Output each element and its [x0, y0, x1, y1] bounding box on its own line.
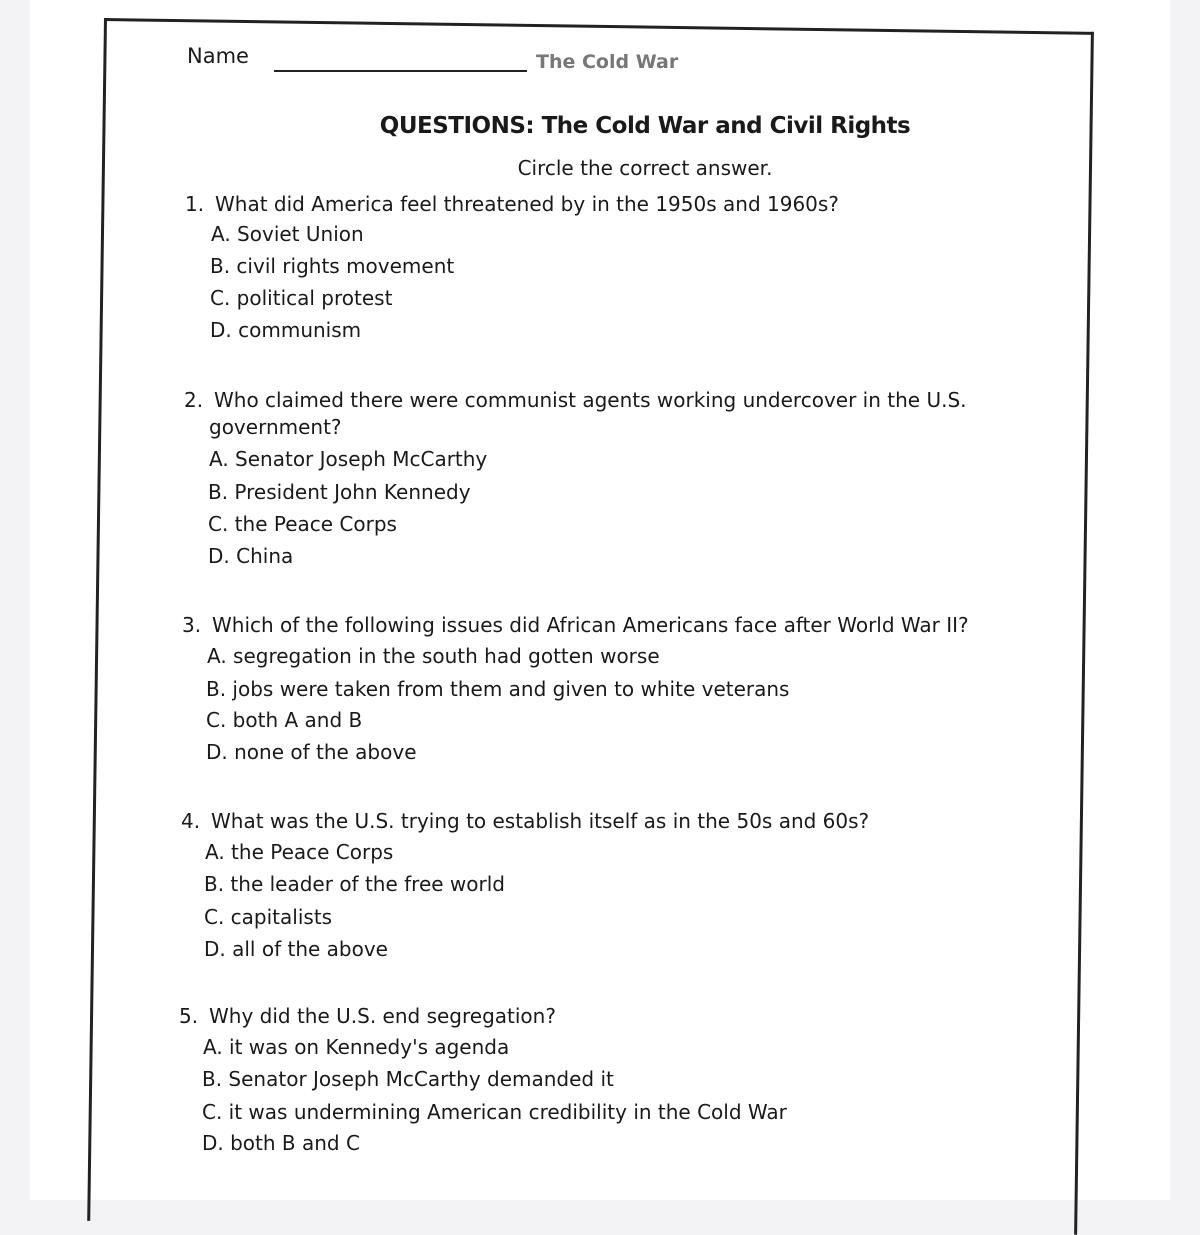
answer-option[interactable]: B. civil rights movement: [210, 254, 455, 278]
question-2-number: 2.: [184, 388, 204, 412]
unit-title: The Cold War: [536, 51, 679, 73]
answer-option[interactable]: A. segregation in the south had gotten worse: [207, 644, 660, 668]
question-text: What was the U.S. trying to establish itself as in the 50s and 60s?: [211, 809, 870, 833]
question-4-number: 4.: [181, 809, 201, 833]
answer-option[interactable]: D. China: [208, 544, 294, 568]
answer-option[interactable]: B. the leader of the free world: [204, 872, 505, 896]
worksheet-title: QUESTIONS: The Cold War and Civil Rights: [379, 113, 911, 139]
answer-option[interactable]: C. capitalists: [204, 905, 333, 929]
answer-option[interactable]: A. Soviet Union: [211, 222, 364, 246]
answer-option[interactable]: A. it was on Kennedy's agenda: [203, 1035, 510, 1059]
answer-option[interactable]: B. jobs were taken from them and given to white veterans: [206, 677, 790, 701]
answer-option[interactable]: C. the Peace Corps: [208, 512, 397, 536]
question-text: Why did the U.S. end segregation?: [209, 1004, 556, 1028]
answer-option[interactable]: A. the Peace Corps: [205, 840, 394, 864]
question-3-number: 3.: [182, 613, 202, 637]
answer-option[interactable]: B. President John Kennedy: [208, 480, 471, 504]
answer-option[interactable]: A. Senator Joseph McCarthy: [209, 447, 488, 471]
answer-option[interactable]: C. political protest: [210, 286, 393, 310]
name-label: Name: [187, 44, 249, 68]
question-text-continued: government?: [209, 415, 342, 439]
answer-option[interactable]: C. both A and B: [206, 708, 363, 732]
question-text: Who claimed there were communist agents working undercover in the U.S.: [214, 388, 967, 412]
answer-option[interactable]: D. communism: [210, 318, 362, 342]
answer-option[interactable]: D. all of the above: [204, 937, 388, 961]
answer-option[interactable]: B. Senator Joseph McCarthy demanded it: [202, 1067, 614, 1091]
question-text: What did America feel threatened by in the 1950s and 1960s?: [215, 192, 839, 216]
answer-option[interactable]: D. both B and C: [202, 1131, 360, 1155]
answer-option[interactable]: D. none of the above: [206, 740, 417, 764]
question-1-number: 1.: [185, 192, 205, 216]
question-5-number: 5.: [179, 1004, 199, 1028]
instructions: Circle the correct answer.: [517, 156, 773, 180]
name-blank-line: [274, 70, 527, 72]
question-text: Which of the following issues did African Americans face after World War II?: [212, 613, 969, 637]
answer-option[interactable]: C. it was undermining American credibility in the Cold War: [202, 1100, 787, 1124]
